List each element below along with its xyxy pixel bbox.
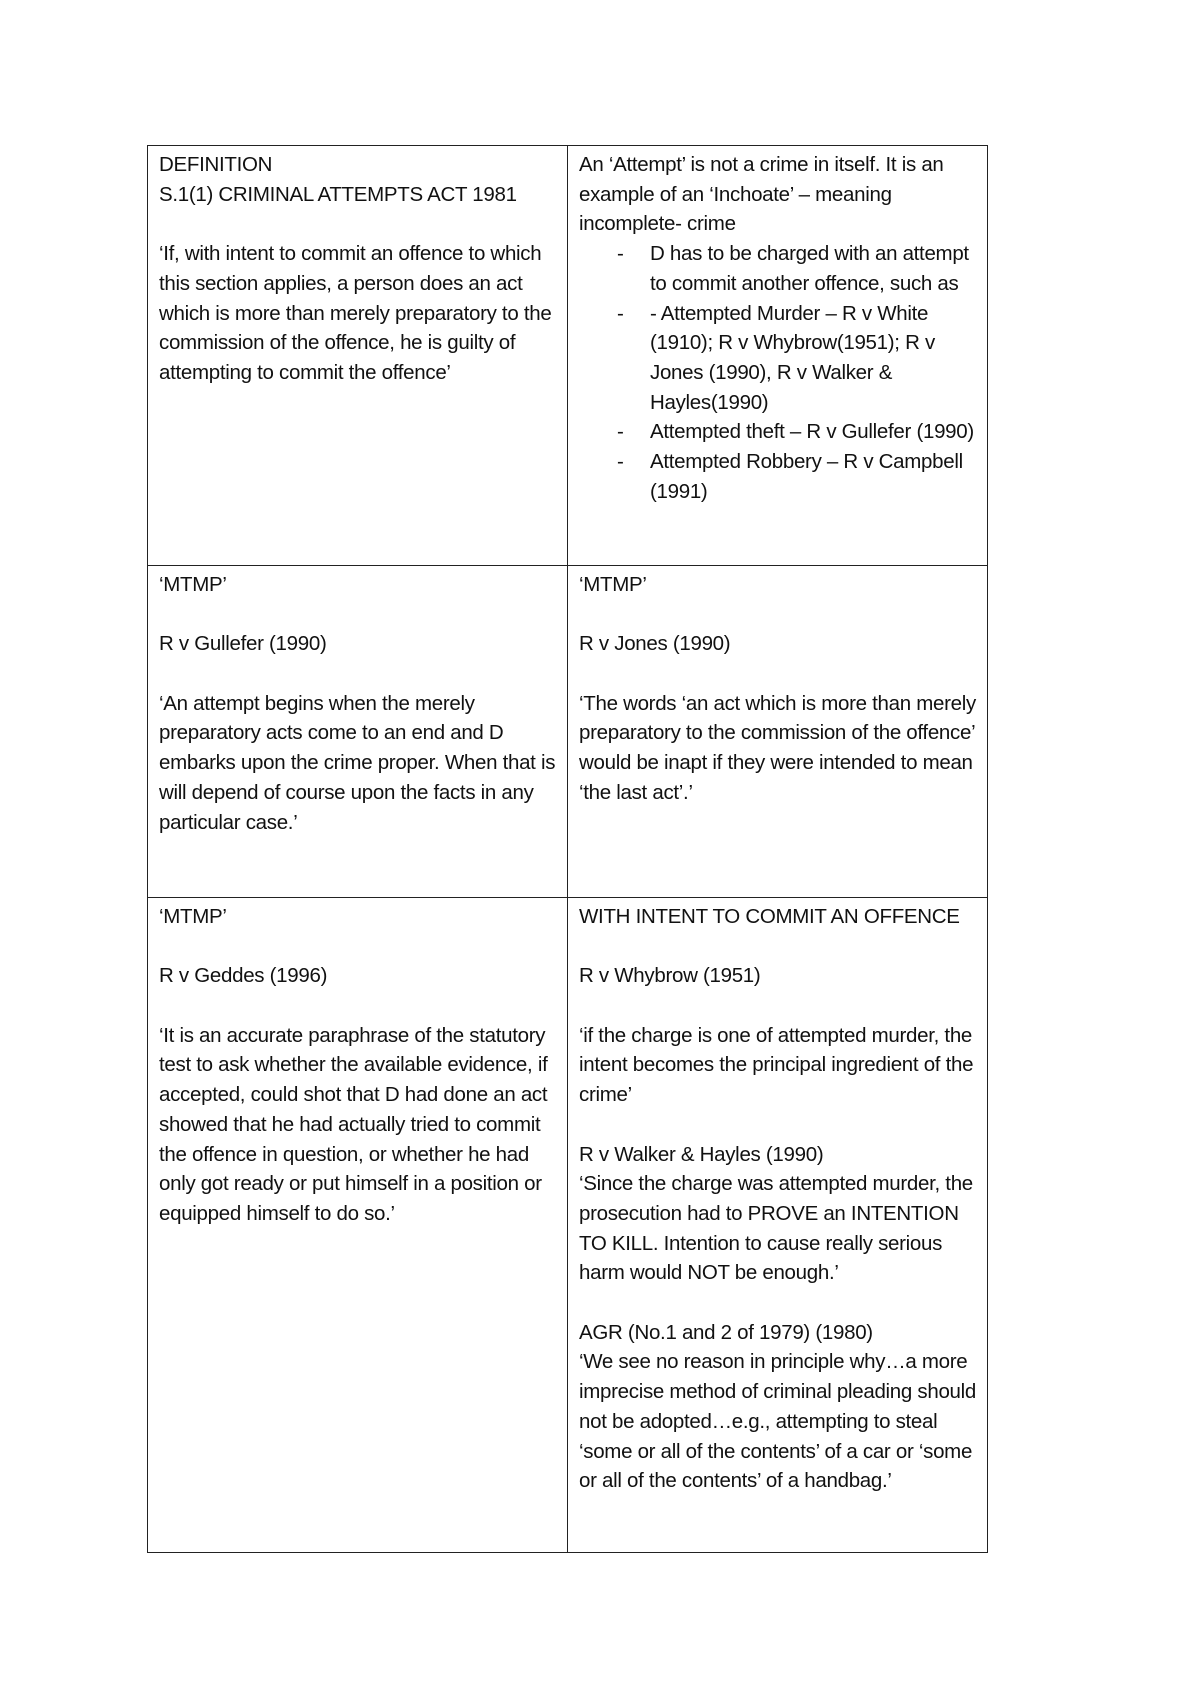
jones-cell bbox=[568, 566, 988, 898]
table-row bbox=[148, 146, 988, 566]
intent-cell bbox=[568, 898, 988, 1553]
list-item-text: Attempted theft – R v Gullefer (1990) bbox=[650, 420, 974, 444]
list-item: - - Attempted Murder – R v White (1910); R v Whybrow(1951); R v Jones (1990), R v Walker & Hayles(1990) bbox=[617, 301, 935, 414]
attempt-explanation-cell bbox=[568, 146, 988, 566]
case-name: AGR (No.1 and 2 of 1979) (1980) bbox=[579, 1320, 873, 1344]
cell-heading: WITH INTENT TO COMMIT AN OFFENCE bbox=[579, 905, 960, 928]
case-quote: ‘It is an accurate paraphrase of the statutory test to ask whether the available evidence, if accepted, could shot that D had done an act showed that he had actually tried to commit the offence in question, or whether he had only got ready or put himself in a position or equipped himself to do so.’ bbox=[159, 1023, 548, 1225]
case-name: R v Walker & Hayles (1990) bbox=[579, 1142, 824, 1166]
case-name: R v Gullefer (1990) bbox=[159, 632, 327, 656]
list-item: - Attempted theft – R v Gullefer (1990) bbox=[617, 420, 974, 444]
case-quote: ‘The words ‘an act which is more than merely preparatory to the commission of the offence’ would be inapt if they were intended to mean ‘the last act’.’ bbox=[579, 691, 976, 804]
table-row bbox=[148, 898, 988, 1553]
case-name: R v Whybrow (1951) bbox=[579, 964, 761, 988]
case-name: R v Jones (1990) bbox=[579, 632, 731, 656]
list-item-text: D has to be charged with an attempt to commit another offence, such as bbox=[650, 242, 969, 295]
list-item-text: Attempted Robbery – R v Campbell (1991) bbox=[650, 450, 963, 503]
case-name: R v Geddes (1996) bbox=[159, 964, 328, 988]
geddes-cell bbox=[148, 898, 568, 1553]
statute-quote: ‘If, with intent to commit an offence to which this section applies, a person does an act which is more than merely preparatory to the commission of the offence, he is guilty of attempting to commit the offence’ bbox=[159, 242, 552, 384]
cell-heading: DEFINITION bbox=[159, 153, 273, 176]
list-item-text: - Attempted Murder – R v White (1910); R v Whybrow(1951); R v Jones (1990), R v Walker & Hayles(1990) bbox=[650, 301, 935, 414]
cell-label: ‘MTMP’ bbox=[159, 573, 227, 596]
definition-cell bbox=[148, 146, 568, 566]
explanation-intro: An ‘Attempt’ is not a crime in itself. It is an example of an ‘Inchoate’ – meaning incomplete- crime bbox=[579, 153, 944, 236]
case-quote: ‘We see no reason in principle why…a more imprecise method of criminal pleading should not be adopted…e.g., attempting to steal ‘some or all of the contents’ of a car or ‘some or all of the contents’ of a handbag.’ bbox=[579, 1350, 977, 1493]
notes-table bbox=[147, 145, 988, 1553]
cell-label: ‘MTMP’ bbox=[579, 573, 647, 596]
case-quote: ‘An attempt begins when the merely preparatory acts come to an end and D embarks upon the crime proper. When that is will depend of course upon the facts in any particular case.’ bbox=[159, 691, 556, 834]
gullefer-cell bbox=[148, 566, 568, 898]
list-item: - D has to be charged with an attempt to commit another offence, such as bbox=[617, 242, 969, 295]
table-row bbox=[148, 566, 988, 898]
examples-list bbox=[579, 239, 977, 506]
case-quote: ‘if the charge is one of attempted murder, the intent becomes the principal ingredient of the crime’ bbox=[579, 1023, 974, 1107]
list-item: - Attempted Robbery – R v Campbell (1991) bbox=[617, 450, 963, 503]
cell-label: ‘MTMP’ bbox=[159, 905, 227, 928]
statute-reference: S.1(1) CRIMINAL ATTEMPTS ACT 1981 bbox=[159, 182, 517, 206]
case-quote: ‘Since the charge was attempted murder, the prosecution had to PROVE an INTENTION TO KILL. Intention to cause really serious harm would NOT be enough.’ bbox=[579, 1172, 973, 1285]
